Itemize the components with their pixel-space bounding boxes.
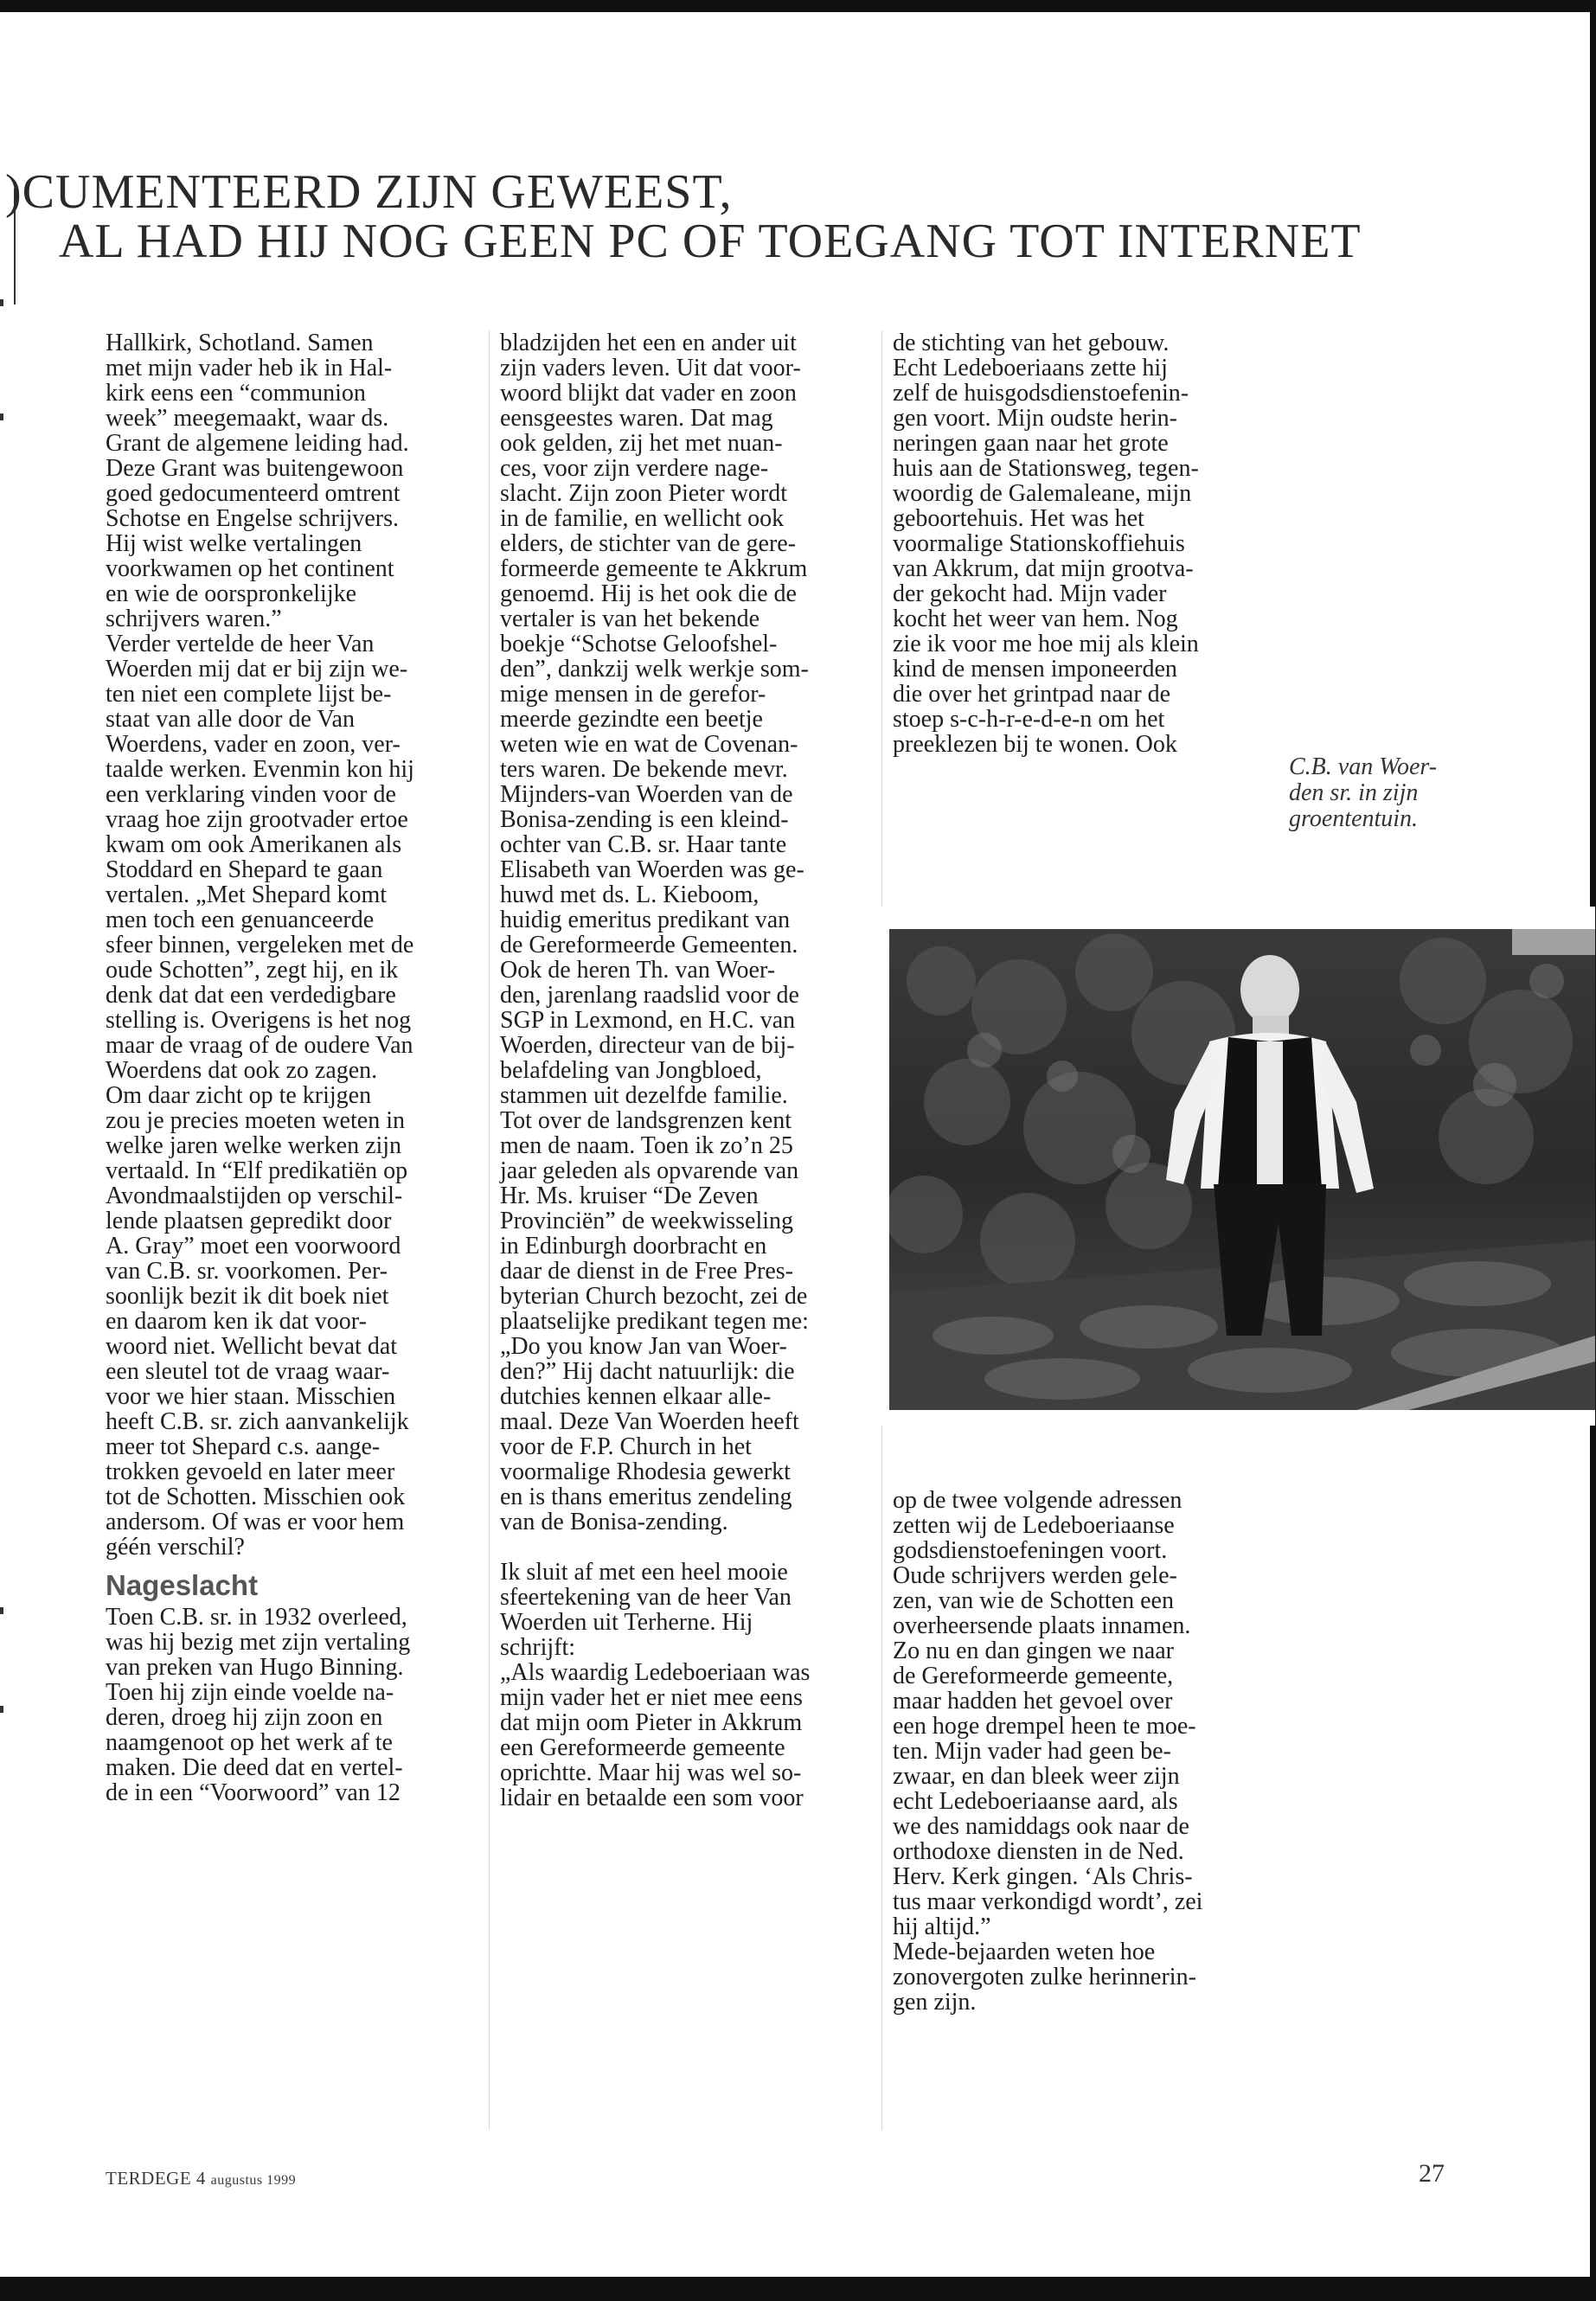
column-3-paragraph-1: de stichting van het gebouw. Echt Ledeboeriaans zette hij zelf de huisgodsdienstoefenin- gen voort. Mijn oudste herin- neringen gaan naar het grote huis aan de Stationsweg, tegen- woordig de Galemaleane, mijn geboortehuis. Het was het voormalige Stationskoffiehuis van Akkrum, dat mijn grootva- der gekocht had. Mijn vader kocht het weer van hem. Nog zie ik voor me hoe mij als klein kind de mensen imponeerden die over het grintpad naar de stoep s-c-h-r-e-d-e-n om het preeklezen bij te wonen. Ook [893,330,1199,758]
garden-photo [889,929,1595,1410]
column-rule [489,330,490,2130]
margin-mark [0,1607,3,1614]
top-border [0,0,1596,12]
photo-frame [875,907,1595,1426]
magazine-name: TERDEGE 4 [106,2168,206,2189]
page-number: 27 [1419,2159,1445,2188]
column-2-paragraph-2: Ik sluit af met een heel mooie sfeertekening van de heer Van Woerden uit Terherne. Hij schrijft: „Als waardig Ledeboeriaan was mijn vader het er niet mee eens dat mijn oom Pieter in Akkrum een Gereformeerde gemeente oprichtte. Maar hij was wel so- lidair en betaalde een som voor [500,1559,811,1811]
margin-mark [0,413,3,420]
column-1-paragraph-2: Toen C.B. sr. in 1932 overleed, was hij bezig met zijn vertaling van preken van Hugo Binning. Toen hij zijn einde voelde na- deren, droeg hij zijn zoon en naamgenoot op het werk af te maken. Die deed dat en vertel- de in een “Voorwoord” van 12 [106,1604,411,1806]
photo-caption: C.B. van Woer- den sr. in zijn groententuin. [1289,753,1438,832]
column-1-paragraph-1: Hallkirk, Schotland. Samen met mijn vader heb ik in Hal- kirk eens een “communion week” meegemaakt, waar ds. Grant de algemene leiding had. Deze Grant was buitengewoon goed gedocumenteerd omtrent Schotse en Engelse schrijvers. Hij wist welke vertalingen voorkwamen op het continent en wie de oorspronkelijke schrijvers waren.” Verder vertelde de heer Van Woerden mij dat er bij zijn we- ten niet een complete lijst be- staat van alle door de Van Woerdens, vader en zoon, ver- taalde werken. Evenmin kon hij een verklaring vinden voor de vraag hoe zijn grootvader ertoe kwam om ook Amerikanen als Stoddard en Shepard te gaan vertalen. „Met Shepard komt men toch een genuanceerde sfeer binnen, vergeleken met de oude Schotten”, zegt hij, en ik denk dat dat een verdedigbare stelling is. Overigens is het nog maar de vraag of de oudere Van Woerdens dat ook zo zagen. Om daar zicht op te krijgen zou je precies moeten weten in welke jaren welke werken zijn vertaald. In “Elf predikatiën op Avondmaalstijden op verschil- lende plaatsen gepredikt door A. Gray” moet een voorwoord van C.B. sr. voorkomen. Per- soonlijk bezit ik dit boek niet en daarom ken ik dat voor- woord niet. Wellicht bevat dat een sleutel tot de vraag waar- voor we hier staan. Misschien heeft C.B. sr. zich aanvankelijk meer tot Shepard c.s. aange- trokken gevoeld en later meer tot de Schotten. Misschien ook andersom. Of was er voor hem géén verschil? [106,330,414,1561]
article-column-2 [500,330,872,1811]
section-heading: Nageslacht [106,1569,259,1601]
headline-line-1: )CUMENTEERD ZIJN GEWEEST, [5,165,733,219]
column-3-paragraph-2: op de twee volgende adressen zetten wij de Ledeboeriaanse godsdienstoefeningen voort. Oude schrijvers werden gele- zen, van wie de Schotten een overheersende plaats innamen. Zo nu en dan gingen we naar de Gereformeerde gemeente, maar hadden het gevoel over een hoge drempel heen te moe- ten. Mijn vader had geen be- zwaar, en dan bleek weer zijn echt Ledeboeriaanse aard, als we des namiddags ook naar de orthodoxe diensten in de Ned. Herv. Kerk gingen. ‘Als Chris- tus maar verkondigd wordt’, zei hij altijd.” Mede-bejaarden weten hoe zonovergoten zulke herinnerin- gen zijn. [893,1487,1203,2016]
article-column-1 [106,330,478,1805]
headline-line-2: AL HAD HIJ NOG GEEN PC OF TOEGANG TOT INTERNET [59,215,1362,268]
bottom-border [0,2277,1596,2301]
margin-mark [0,299,3,306]
article-column-3-bottom [893,1488,1265,2015]
margin-mark [0,1706,3,1713]
column-2-paragraph-1: bladzijden het een en ander uit zijn vaders leven. Uit dat voor- woord blijkt dat vader en zoon eensgeestes waren. Dat mag ook gelden, zij het met nuan- ces, voor zijn verdere nage- slacht. Zijn zoon Pieter wordt in de familie, en wellicht ook elders, de stichter van de gere- formeerde gemeente te Akkrum genoemd. Hij is het ook die de vertaler is van het bekende boekje “Schotse Geloofshel- den”, dankzij welk werkje som- mige mensen in de gerefor- meerde gezindte een beetje weten wie en wat de Covenan- ters waren. De bekende mevr. Mijnders-van Woerden van de Bonisa-zending is een kleind- ochter van C.B. sr. Haar tante Elisabeth van Woerden was ge- huwd met ds. L. Kieboom, huidig emeritus predikant van de Gereformeerde Gemeenten. Ook de heren Th. van Woer- den, jarenlang raadslid voor de SGP in Lexmond, en H.C. van Woerden, directeur van de bij- belafdeling van Jongbloed, stammen uit dezelfde familie. Tot over de landsgrenzen kent men de naam. Toen ik zo’n 25 jaar geleden als opvarende van Hr. Ms. kruiser “De Zeven Provinciën” de weekwisseling in Edinburgh doorbracht en daar de dienst in de Free Pres- byterian Church bezocht, zei de plaatselijke predikant tegen me: „Do you know Jan van Woer- den?” Hij dacht natuurlijk: die dutchies kennen elkaar alle- maal. Deze Van Woerden heeft voor de F.P. Church in het voormalige Rhodesia gewerkt en is thans emeritus zendeling van de Bonisa-zending. [500,330,809,1535]
footer-publication [106,2168,296,2189]
article-column-3-top [893,330,1265,757]
issue-date: augustus 1999 [210,2173,297,2188]
